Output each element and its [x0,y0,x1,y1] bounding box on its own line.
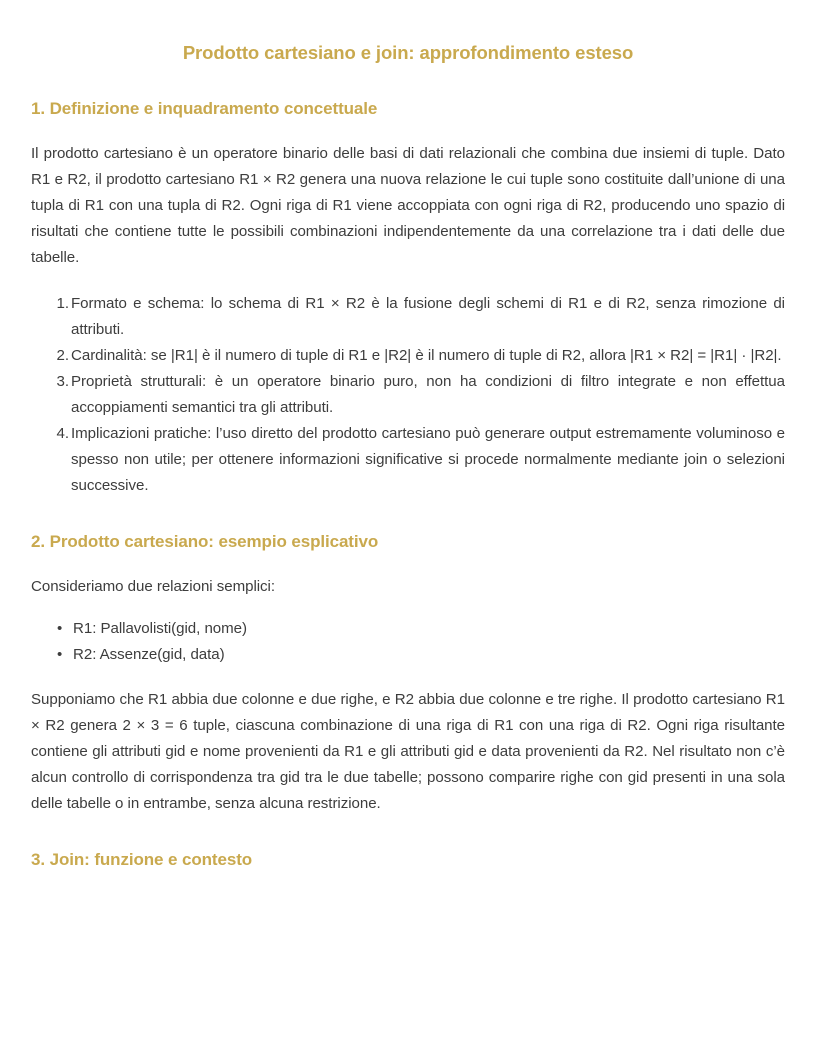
section-heading-2: 2. Prodotto cartesiano: esempio esplicativo [31,532,379,551]
relations-bullet-list [31,600,785,668]
list-item: Formato e schema: lo schema di R1 × R2 è la fusione degli schemi di R1 e di R2, senza rimozione di attributi. [71,295,785,338]
list-item: • R2: Assenze(gid, data) [31,642,785,668]
section-2-paragraph: Supponiamo che R1 abbia due colonne e due righe, e R2 abbia due colonne e tre righe. Il prodotto cartesiano R1 × R2 genera 2 × 3 = 6 tuple, ciascuna combinazione di una riga di R1 con una riga di R2. Ogni riga risultante contiene gli attributi gid e nome provenienti da R1 e gli attributi gid e data provenienti da R2. Nel risultato non c’è alcun controllo di corrispondenza tra gid tra le due tabelle; possono comparire righe con gid presenti in una sola delle tabelle o in entrambe, senza alcuna restrizione. [31,691,785,812]
section-heading-3: 3. Join: funzione e contesto [31,850,253,869]
section-2-intro: Consideriamo due relazioni semplici: [31,578,276,595]
list-item: Proprietà strutturali: è un operatore binario puro, non ha condizioni di filtro integrate e non effettua accoppiamenti semantici tra gli attributi. [71,373,785,416]
section-1-paragraph: Il prodotto cartesiano è un operatore binario delle basi di dati relazionali che combina due insiemi di tuple. Dato R1 e R2, il prodotto cartesiano R1 × R2 genera una nuova relazione le cui tuple sono costituite dall’unione di una tupla di R1 con una tupla di R2. Ogni riga di R1 viene accoppiata con ogni riga di R2, producendo uno spazio di risultati che contiene tutte le possibili combinazioni indipendentemente da una correlazione tra i dati delle due tabelle. [31,145,785,266]
definition-numbered-list [31,271,785,499]
list-item: Implicazioni pratiche: l’uso diretto del prodotto cartesiano può generare output estremamente voluminoso e spesso non utile; per ottenere informazioni significative si procede normalmente mediante join o selezioni successive. [71,425,785,494]
document-title: Prodotto cartesiano e join: approfondimento esteso [182,42,634,63]
section-heading-1: 1. Definizione e inquadramento concettuale [31,99,378,118]
list-item: Cardinalità: se |R1| è il numero di tuple di R1 e |R2| è il numero di tuple di R2, allora |R1 × R2| = |R1| · |R2|. [71,347,782,364]
list-item: • R1: Pallavolisti(gid, nome) [31,616,785,642]
